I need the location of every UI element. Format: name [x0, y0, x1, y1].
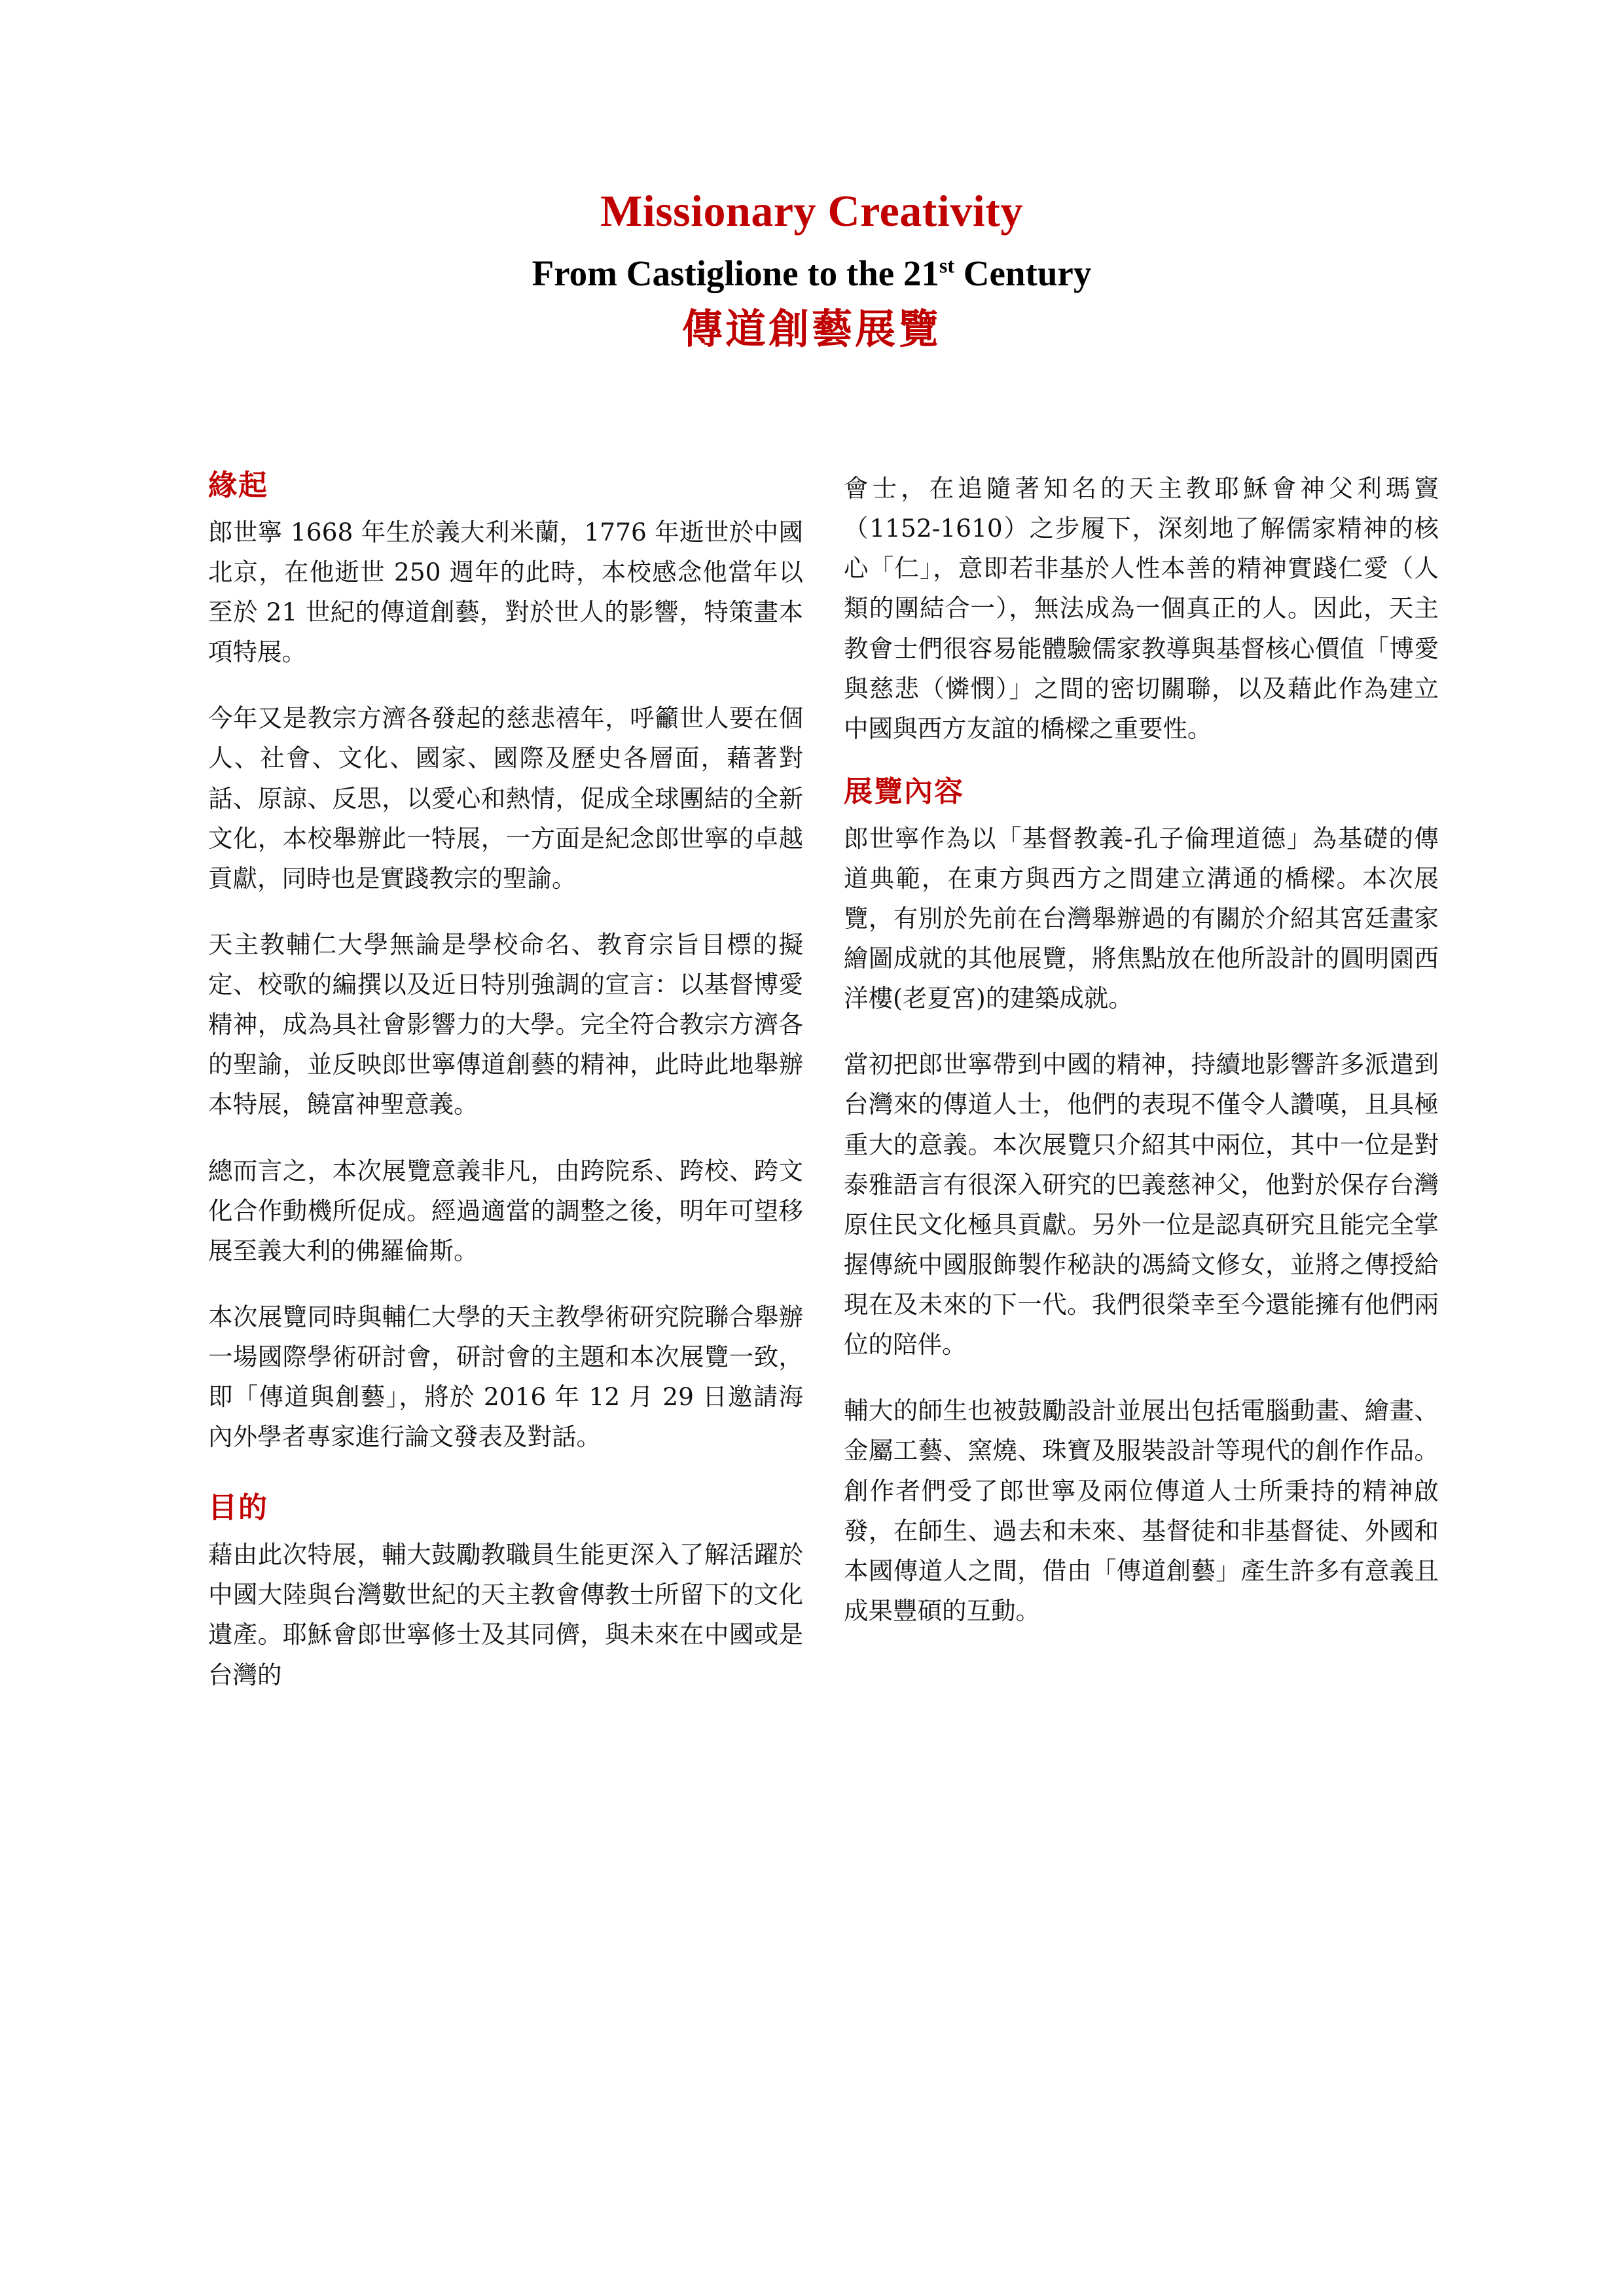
left-column	[208, 469, 803, 1695]
paragraph: 本次展覽同時與輔仁大學的天主教學術研究院聯合舉辦一場國際學術研討會，研討會的主題和本次展覽一致，即「傳道與創藝」，將於 2016 年 12 月 29 日邀請海內外學者專家進行論文發表及對話。	[208, 1302, 803, 1452]
paragraph: 今年又是教宗方濟各發起的慈悲禧年，呼籲世人要在個人、社會、文化、國家、國際及歷史各層面，藉著對話、原諒、反思，以愛心和熱情，促成全球團結的全新文化，本校舉辦此一特展，一方面是紀念郎世寧的卓越貢獻，同時也是實踐教宗的聖諭。	[208, 704, 803, 893]
paragraph: 當初把郎世寧帶到中國的精神，持續地影響許多派遣到台灣來的傳道人士，他們的表現不僅令人讚嘆，且具極重大的意義。本次展覽只介紹其中兩位，其中一位是對泰雅語言有很深入研究的巴義慈神父，他對於保存台灣原住民文化極具貢獻。另外一位是認真研究且能完全掌握傳統中國服飾製作秘訣的馮綺文修女，並將之傳授給現在及未來的下一代。我們很榮幸至今還能擁有他們兩位的陪伴。	[844, 1050, 1439, 1359]
subtitle-text-pre: From Castiglione to the 21	[532, 253, 939, 293]
paragraph: 總而言之，本次展覽意義非凡，由跨院系、跨校、跨文化合作動機所促成。經過適當的調整之後，明年可望移展至義大利的佛羅倫斯。	[208, 1156, 803, 1265]
document-header	[183, 187, 1440, 352]
paragraph: 天主教輔仁大學無論是學校命名、教育宗旨目標的擬定、校歌的編撰以及近日特別強調的宣言：以基督博愛精神，成為具社會影響力的大學。完全符合教宗方濟各的聖諭，並反映郎世寧傳道創藝的精神，此時此地舉辦本特展，饒富神聖意義。	[208, 929, 803, 1119]
paragraph: 郎世寧作為以「基督教義-孔子倫理道德」為基礎的傳道典範，在東方與西方之間建立溝通的橋樑。本次展覽，有別於先前在台灣舉辦過的有關於介紹其宮廷畫家繪圖成就的其他展覽，將焦點放在他所設計的圓明園西洋樓(老夏宮)的建築成就。	[844, 823, 1439, 1013]
page-title-chinese: 傳道創藝展覽	[681, 305, 941, 353]
section-heading-purpose: 目的	[208, 1491, 268, 1525]
page-title: Missionary Creativity	[600, 186, 1023, 236]
section-heading-origin: 緣起	[208, 469, 268, 502]
paragraph: 藉由此次特展，輔大鼓勵教職員生能更深入了解活躍於中國大陸與台灣數世紀的天主教會傳教士所留下的文化遺產。耶穌會郎世寧修士及其同儕，與未來在中國或是台灣的	[208, 1540, 803, 1689]
paragraph: 輔大的師生也被鼓勵設計並展出包括電腦動畫、繪畫、金屬工藝、窯燒、珠寶及服裝設計等現代的創作作品。創作者們受了郎世寧及兩位傳道人士所秉持的精神啟發，在師生、過去和未來、基督徒和非基督徒、外國和本國傳道人之間，借由「傳道創藝」產生許多有意義且成果豐碩的互動。	[844, 1396, 1439, 1625]
paragraph-continued: 會士，在追隨著知名的天主教耶穌會神父利瑪竇（1152-1610）之步履下，深刻地了解儒家精神的核心「仁」，意即若非基於人性本善的精神實踐仁愛（人類的團結合一），無法成為一個真正的人。因此，天主教會士們很容易能體驗儒家教導與基督核心價值「博愛與慈悲（憐憫）」之間的密切關聯，以及藉此作為建立中國與西方友誼的橋樑之重要性。	[844, 474, 1439, 743]
paragraph: 郎世寧 1668 年生於義大利米蘭，1776 年逝世於中國北京，在他逝世 250 週年的此時，本校感念他當年以至於 21 世紀的傳道創藝，對於世人的影響，特策畫本項特展。	[208, 517, 803, 667]
subtitle-text-post: Century	[954, 253, 1092, 293]
right-column	[844, 469, 1439, 1695]
two-column-body	[208, 469, 1439, 1695]
page-subtitle	[183, 253, 1440, 294]
section-heading-exhibition-content: 展覽內容	[844, 774, 964, 808]
subtitle-ordinal-suffix: st	[939, 253, 955, 278]
